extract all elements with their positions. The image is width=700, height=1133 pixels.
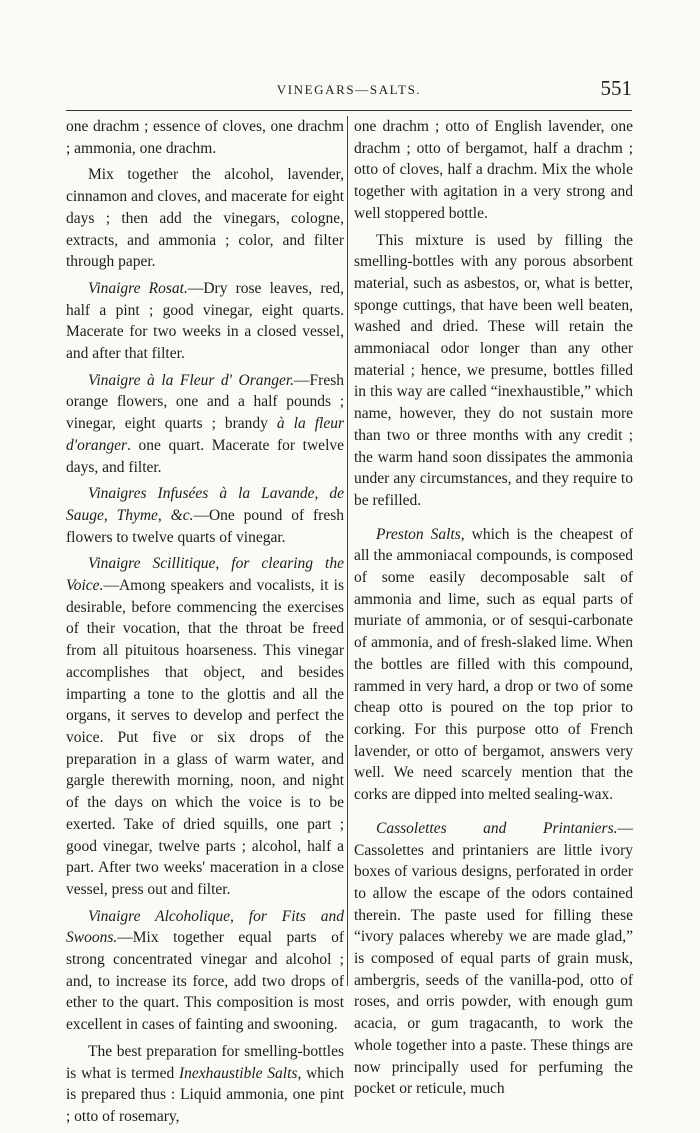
paragraph-text: one drachm ; otto of English lavender, one drachm ; otto of bergamot, half a drachm ; otto of cloves, half a drachm. Mix the whole together with agitation in a very strong and well stoppered bottle. <box>354 118 633 222</box>
paragraph-text: Mix together the alcohol, lavender, cinnamon and cloves, and macerate for eight days ; then add the vinegars, cologne, extracts, and ammonia ; color, and filter through paper. <box>66 166 344 271</box>
recipe-text: —Mix together equal parts of strong concentrated vinegar and alcohol ; and, to increase its force, add two drops of ether to the quart. This composition is most excellent in cases of fainting and swooning. <box>66 929 344 1034</box>
recipe-vinaigres-infusees <box>66 483 344 548</box>
recipe-italic-term: à la fleur d'oranger <box>66 415 344 454</box>
recipe-text: —One pound of fresh flowers to twelve quarts of vinegar. <box>66 506 344 546</box>
right-column <box>354 116 633 1105</box>
recipe-title: Vinaigre Scillitique, for clearing the Voice. <box>66 555 344 595</box>
recipe-fleur-d-oranger <box>66 370 344 479</box>
paragraph <box>66 164 344 273</box>
recipe-text: , which is the cheapest of all the ammoniacal compounds, is composed of some easily decomposable salt of ammonia and lime, such as equal parts of muriate of ammonia, or of sesqui-carbonate of ammonia, and of fresh-slaked lime. When the bottles are filled with this compound, rammed in very hard, a drop or two of some cheap otto is poured on the top prior to corking. For this purpose otto of French lavender, or otto of bergamot, answers very well. We need scarcely mention that the corks are dipped into melted sealing-wax. <box>354 525 633 804</box>
recipe-vinaigre-scillitique <box>66 553 344 900</box>
paragraph <box>66 116 344 159</box>
recipe-text: —Fresh orange flowers, one and a half pounds ; vinegar, eight quarts ; brandy <box>66 371 344 433</box>
column-divider <box>347 116 348 986</box>
paragraph-text: , which is prepared thus : Liquid ammonia, one pint ; otto of rosemary, <box>66 1064 344 1125</box>
paragraph-text: This mixture is used by filling the smelling-bottles with any porous absorbent material, such as asbestos, or, what is better, sponge cuttings, that have been well beaten, washed and dried. These will retain the ammoniacal odor longer than any other material ; hence, we presume, bottles filled in this way are called “inexhaustible,” which name, however, they do not sustain more than two or three months with any credit ; the warm hand soon dissipates the ammonia under any circumstances, and they require to be refilled. <box>354 231 633 509</box>
recipe-title: Preston Salts <box>376 525 461 543</box>
left-column <box>66 116 344 1133</box>
recipe-cassolettes <box>354 818 633 1100</box>
recipe-text: —Among speakers and vocalists, it is desirable, before commencing the exercises of their vocation, that the throat be freed from all pituitous hoarseness. This vinegar accomplishes that object, and besides imparting a tone to the glottis and all the organs, it serves to develop and perfect the voice. Put five or six drops of the preparation in a glass of warm water, and gargle therewith morning, noon, and night of the days on which the voice is to be exerted. Take of dried squills, one part ; good vinegar, twelve parts ; alcohol, half a part. After two weeks' maceration in a close vessel, press out and filter. <box>66 577 344 898</box>
recipe-title: Cassolettes and Printaniers. <box>376 819 618 837</box>
recipe-vinaigre-rosat <box>66 278 344 365</box>
page-header <box>66 74 632 104</box>
italic-term: Inexhaustible Salts <box>179 1064 298 1082</box>
recipe-text: —Dry rose leaves, red, half a pint ; good vinegar, eight quarts. Macerate for two weeks in a closed vessel, and after that filter. <box>66 279 345 363</box>
running-head: VINEGARS—SALTS. <box>276 82 422 97</box>
paragraph-text: The best preparation for smelling-bottles is what is termed <box>66 1042 344 1082</box>
recipe-preston-salts <box>354 524 633 806</box>
paragraph <box>354 230 633 512</box>
recipe-title: Vinaigre Alcoholique, for Fits and Swoons. <box>66 907 344 947</box>
recipe-title: Vinaigre Rosat. <box>88 279 188 297</box>
paragraph <box>354 116 633 225</box>
paragraph-text: one drachm ; essence of cloves, one drachm ; ammonia, one drachm. <box>66 118 344 157</box>
header-rule <box>66 110 632 111</box>
recipe-title: Vinaigre à la Fleur d' Oranger. <box>88 371 295 389</box>
recipe-vinaigre-alcoholique <box>66 906 344 1036</box>
recipe-text: —Cassolettes and printaniers are little ivory boxes of various designs, perforated in order to allow the escape of the odors contained therein. The paste used for filling these “ivory palaces whereby we are made glad,” is composed of equal parts of grain musk, ambergris, seeds of the vanilla-pod, otto of roses, and orris powder, with enough gum acacia, or gum tragacanth, to work the whole together into a paste. These things are now principally used for perfuming the pocket or reticule, much <box>354 819 633 1098</box>
recipe-title: Vinaigres Infusées à la Lavande, de Sauge, Thyme, &c. <box>66 485 344 524</box>
page-number: 551 <box>600 76 632 100</box>
paragraph-inexhaustible-salts <box>66 1041 344 1128</box>
recipe-text: . one quart. Macerate for twelve days, and filter. <box>66 436 344 476</box>
